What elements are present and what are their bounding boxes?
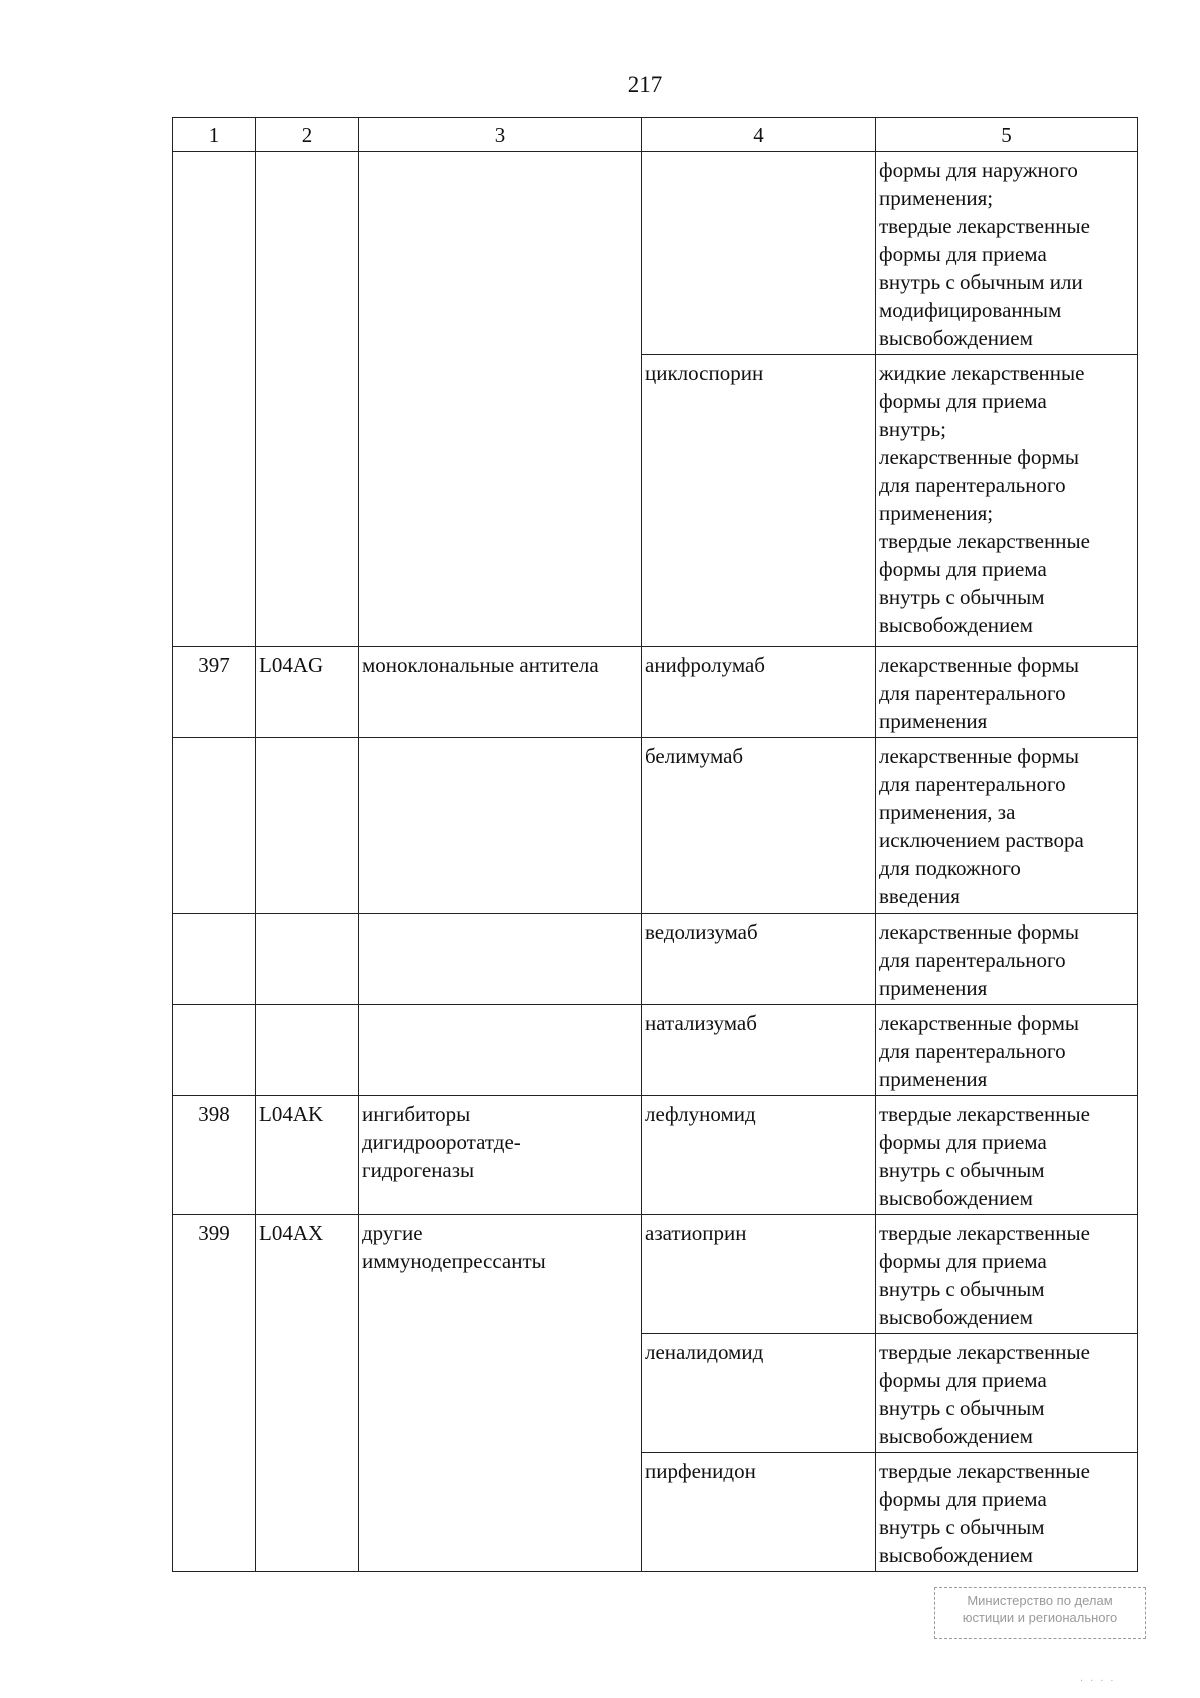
table-row — [173, 914, 1138, 1005]
atc-code: L04AG — [256, 647, 359, 738]
drug-name: белимумаб — [642, 738, 876, 914]
table-row — [173, 1005, 1138, 1096]
dosage-forms: формы для наружного применения; твердые лекарственные формы для приема внутрь с обычным или модифицированным высвобождением — [876, 152, 1138, 355]
header-col-1: 1 — [173, 118, 256, 152]
dosage-forms: лекарственные формы для парентерального применения, за исключением раствора для подкожного введения — [876, 738, 1138, 914]
stamp-line-2: юстиции и регионального — [962, 1610, 1118, 1625]
row-number: 399 — [173, 1215, 256, 1572]
row-number — [173, 152, 256, 647]
dosage-forms: твердые лекарственные формы для приема внутрь с обычным высвобождением — [876, 1215, 1138, 1334]
dosage-forms: твердые лекарственные формы для приема внутрь с обычным высвобождением — [876, 1453, 1138, 1572]
table-row — [173, 647, 1138, 738]
atc-code — [256, 914, 359, 1005]
atc-code: L04AX — [256, 1215, 359, 1572]
header-col-4: 4 — [642, 118, 876, 152]
table-row — [173, 1096, 1138, 1215]
group-name — [359, 152, 642, 647]
stamp-mark: . . . . — [1080, 1672, 1116, 1684]
group-name: моноклональные антитела — [359, 647, 642, 738]
group-name — [359, 738, 642, 914]
table-row — [173, 738, 1138, 914]
stamp-line-1: Министерство по делам — [967, 1593, 1113, 1608]
ministry-stamp — [934, 1587, 1146, 1639]
atc-code — [256, 152, 359, 647]
row-number — [173, 738, 256, 914]
header-col-5: 5 — [876, 118, 1138, 152]
header-col-3: 3 — [359, 118, 642, 152]
drug-name: азатиоприн — [642, 1215, 876, 1334]
medicines-table — [172, 117, 1138, 1572]
drug-name: анифролумаб — [642, 647, 876, 738]
group-name — [359, 1005, 642, 1096]
drug-name: циклоспорин — [642, 355, 876, 647]
dosage-forms: лекарственные формы для парентерального применения — [876, 914, 1138, 1005]
group-name: ингибиторы дигидрооротатде- гидрогеназы — [359, 1096, 642, 1215]
drug-name: леналидомид — [642, 1334, 876, 1453]
group-name — [359, 914, 642, 1005]
table-row — [173, 152, 1138, 355]
row-number — [173, 914, 256, 1005]
atc-code: L04AK — [256, 1096, 359, 1215]
dosage-forms: лекарственные формы для парентерального применения — [876, 1005, 1138, 1096]
row-number: 397 — [173, 647, 256, 738]
drug-name: натализумаб — [642, 1005, 876, 1096]
drug-name: ведолизумаб — [642, 914, 876, 1005]
group-name: другие иммунодепрессанты — [359, 1215, 642, 1572]
dosage-forms: жидкие лекарственные формы для приема внутрь; лекарственные формы для парентерального применения; твердые лекарственные формы для приема внутрь с обычным высвобождением — [876, 355, 1138, 647]
row-number — [173, 1005, 256, 1096]
header-col-2: 2 — [256, 118, 359, 152]
drug-name: лефлуномид — [642, 1096, 876, 1215]
atc-code — [256, 738, 359, 914]
drug-name: пирфенидон — [642, 1453, 876, 1572]
row-number: 398 — [173, 1096, 256, 1215]
page-number: 217 — [627, 72, 663, 97]
dosage-forms: твердые лекарственные формы для приема внутрь с обычным высвобождением — [876, 1334, 1138, 1453]
drug-name — [642, 152, 876, 355]
atc-code — [256, 1005, 359, 1096]
header-row — [173, 118, 1138, 152]
dosage-forms: твердые лекарственные формы для приема внутрь с обычным высвобождением — [876, 1096, 1138, 1215]
table-row — [173, 1215, 1138, 1334]
dosage-forms: лекарственные формы для парентерального применения — [876, 647, 1138, 738]
